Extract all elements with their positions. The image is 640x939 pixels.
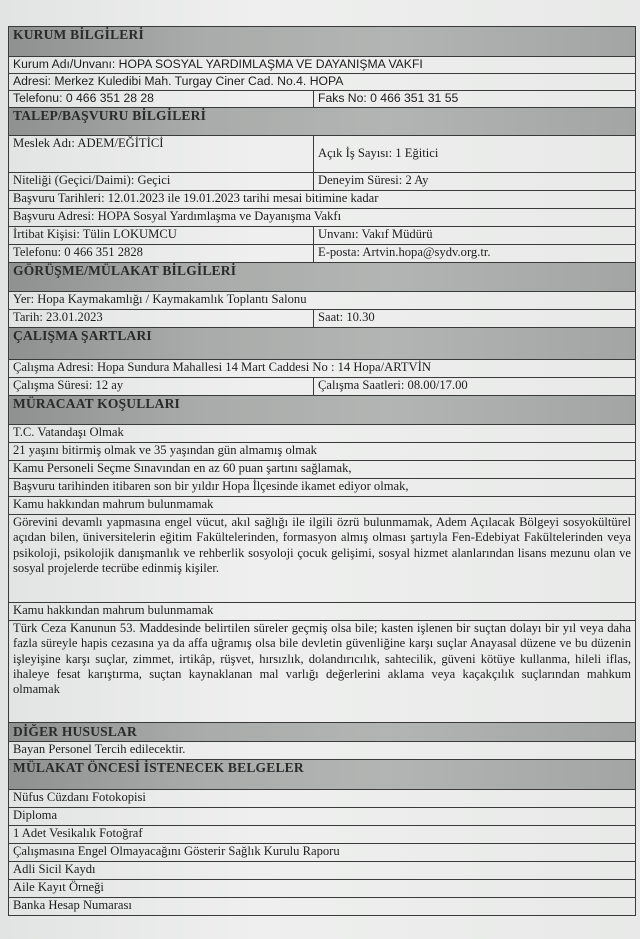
belge-item: Adli Sicil Kaydı xyxy=(9,862,636,880)
muracaat-item: 21 yaşını bitirmiş olmak ve 35 yaşından gün almamış olmak xyxy=(9,443,636,461)
gorusme-tarih: Tarih: 23.01.2023 xyxy=(9,310,314,328)
talep-unvan: Unvanı: Vakıf Müdürü xyxy=(314,227,636,245)
muracaat-item: Kamu hakkından mahrum bulunmamak xyxy=(9,497,636,515)
talep-irtibat: İrtibat Kişisi: Tülin LOKUMCU xyxy=(9,227,314,245)
belge-item: Aile Kayıt Örneği xyxy=(9,880,636,898)
belge-item: Banka Hesap Numarası xyxy=(9,898,636,916)
section-gorusme-header: GÖRÜŞME/MÜLAKAT BİLGİLERİ xyxy=(9,263,636,292)
talep-eposta: E-posta: Artvin.hopa@sydv.org.tr. xyxy=(314,245,636,263)
section-talep-header: TALEP/BAŞVURU BİLGİLERİ xyxy=(9,108,636,136)
section-belgeler-header: MÜLAKAT ÖNCESİ İSTENECEK BELGELER xyxy=(9,760,636,790)
muracaat-item: T.C. Vatandaşı Olmak xyxy=(9,425,636,443)
kurum-unvan: Kurum Adı/Unvanı: HOPA SOSYAL YARDIMLAŞMA VE DAYANIŞMA VAKFI xyxy=(9,57,636,74)
talep-adres: Başvuru Adresi: HOPA Sosyal Yardımlaşma ve Dayanışma Vakfı xyxy=(9,209,636,227)
belge-item: 1 Adet Vesikalık Fotoğraf xyxy=(9,826,636,844)
talep-meslek: Meslek Adı: ADEM/EĞİTİCİ xyxy=(9,136,314,173)
kurum-telefon: Telefonu: 0 466 351 28 28 xyxy=(9,91,314,108)
muracaat-item: Görevini devamlı yapmasına engel vücut, akıl sağlığı ile ilgili özrü bulunmamak, Adem Açılacak Bölgeyi sosyokültürel açıdan bilen, üniversitelerin eğitim Fakültelerinden, formasyon almış olması şartıyla Fen-Edebiyat Fakültelerinden veya psikoloji, psikolojik danışmanlık ve rehberlik sosyoloji çocuk gelişimi, sosyal hizmet alanlarından lisans mezunu olan ve sosyal projelerde tecrübe edinmiş kişiler. xyxy=(9,515,636,603)
section-calisma-header: ÇALIŞMA ŞARTLARI xyxy=(9,328,636,360)
calisma-saatler: Çalışma Saatleri: 08.00/17.00 xyxy=(314,378,636,396)
muracaat-item: Başvuru tarihinden itibaren son bir yıldır Hopa İlçesinde ikamet ediyor olmak, xyxy=(9,479,636,497)
belge-item: Çalışmasına Engel Olmayacağını Gösterir Sağlık Kurulu Raporu xyxy=(9,844,636,862)
muracaat-item: Kamu Personeli Seçme Sınavından en az 60 puan şartını sağlamak, xyxy=(9,461,636,479)
announcement-table xyxy=(8,26,636,916)
muracaat-item: Türk Ceza Kanunun 53. Maddesinde belirtilen süreler geçmiş olsa bile; kasten işlenen bir suçtan dolayı bir yıl veya daha fazla süreyle hapis cezasına ya da affa uğramış olsa bile devletin güvenliğine karşı suçlar Anayasal düzene ve bu düzenin işleyişine karşı suçlar, zimmet, irtikâp, rüşvet, hırsızlık, dolandırıcılık, sahtecilik, güveni kötüye kullanma, hileli iflas, ihaleye fesat karıştırma, suçtan kaynaklanan mal varlığı değerlerini aklama veya kaçakçılık suçlarından mahkum olmamak xyxy=(9,621,636,723)
diger-text: Bayan Personel Tercih edilecektir. xyxy=(9,742,636,760)
talep-telefon: Telefonu: 0 466 351 2828 xyxy=(9,245,314,263)
gorusme-saat: Saat: 10.30 xyxy=(314,310,636,328)
calisma-sure: Çalışma Süresi: 12 ay xyxy=(9,378,314,396)
gorusme-yer: Yer: Hopa Kaymakamlığı / Kaymakamlık Toplantı Salonu xyxy=(9,292,636,310)
section-diger-header: DİĞER HUSUSLAR xyxy=(9,723,636,742)
talep-nitelik: Niteliği (Geçici/Daimi): Geçici xyxy=(9,173,314,191)
calisma-adres: Çalışma Adresi: Hopa Sundura Mahallesi 14 Mart Caddesi No : 14 Hopa/ARTVİN xyxy=(9,360,636,378)
belge-item: Nüfus Cüzdanı Fotokopisi xyxy=(9,790,636,808)
kurum-adres: Adresi: Merkez Kuledibi Mah. Turgay Ciner Cad. No.4. HOPA xyxy=(9,74,636,91)
talep-tarihler: Başvuru Tarihleri: 12.01.2023 ile 19.01.2023 tarihi mesai bitimine kadar xyxy=(9,191,636,209)
belge-item: Diploma xyxy=(9,808,636,826)
talep-deneyim: Deneyim Süresi: 2 Ay xyxy=(314,173,636,191)
section-muracaat-header: MÜRACAAT KOŞULLARI xyxy=(9,396,636,425)
muracaat-item: Kamu hakkından mahrum bulunmamak xyxy=(9,603,636,621)
talep-acik-is: Açık İş Sayısı: 1 Eğitici xyxy=(314,136,636,173)
kurum-faks: Faks No: 0 466 351 31 55 xyxy=(314,91,636,108)
section-kurum-header: KURUM BİLGİLERİ xyxy=(9,27,636,57)
